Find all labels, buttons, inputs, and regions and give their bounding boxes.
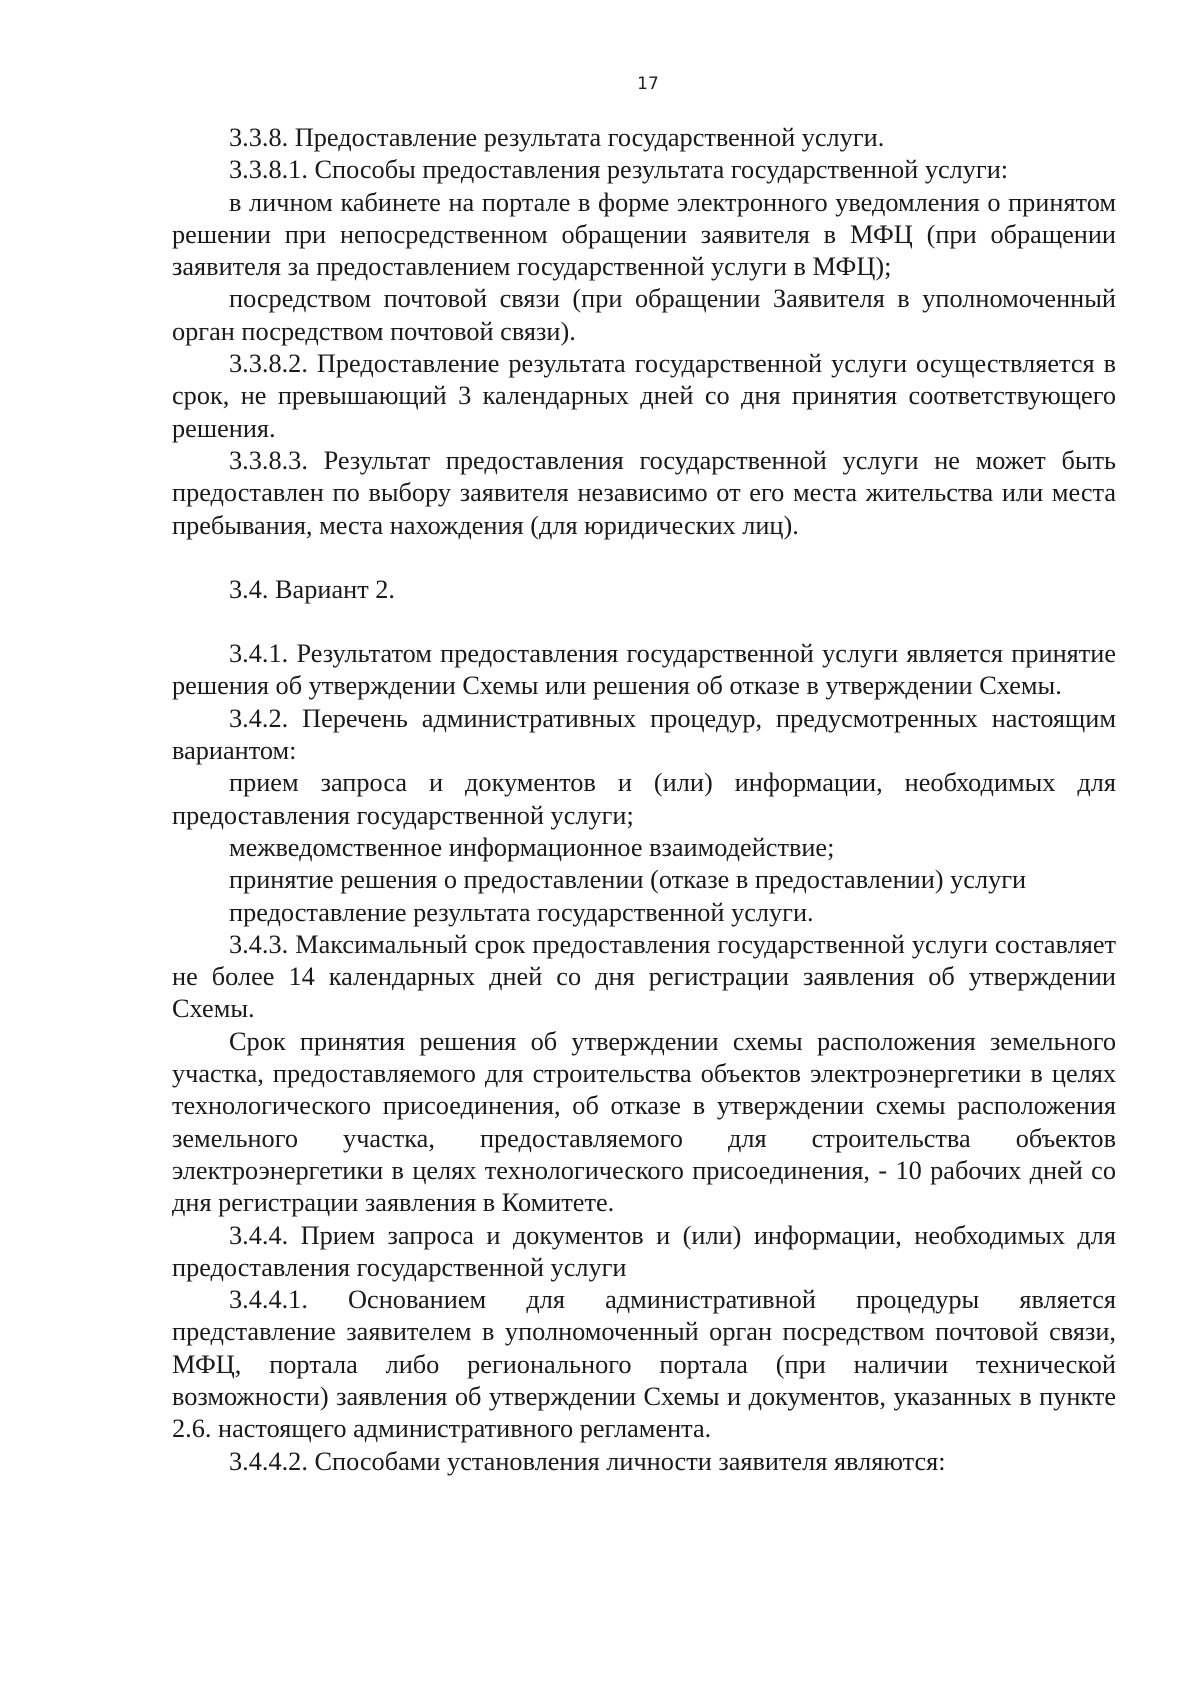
list-item-request-reception: прием запроса и документов и (или) информации, необходимых для предоставления государственной услуги;	[172, 768, 1116, 830]
paragraph-3-3-8: 3.3.8. Предоставление результата государственной услуги.	[229, 123, 885, 152]
paragraph-3-4-4-1: 3.4.4.1. Основанием для административной процедуры является представление заявителем в уполномоченный орган посредством почтовой связи, МФЦ, портала либо регионального портала (при наличии технической возможности) заявления об утверждении Схемы и документов, указанных в пункте 2.6. настоящего административного регламента.	[172, 1285, 1116, 1444]
paragraph-3-4-2: 3.4.2. Перечень административных процедур, предусмотренных настоящим вариантом:	[172, 703, 1116, 766]
spacer	[172, 542, 1116, 574]
paragraph-3-4-1: 3.4.1. Результатом предоставления государственной услуги является принятие решения об утверждении Схемы или решения об отказе в утверждении Схемы.	[172, 639, 1116, 701]
section-heading-3-4: 3.4. Вариант 2.	[229, 574, 395, 604]
document-body	[172, 122, 1116, 1478]
page-number: 17	[637, 74, 659, 94]
list-item-decision: принятие решения о предоставлении (отказе в предоставлении) услуги	[229, 865, 1027, 895]
paragraph-postal-delivery: посредством почтовой связи (при обращении Заявителя в уполномоченный орган посредством почтовой связи).	[172, 284, 1116, 346]
list-item-interagency-interaction: межведомственное информационное взаимодействие;	[229, 832, 835, 862]
paragraph-3-4-4: 3.4.4. Прием запроса и документов и (или) информации, необходимых для предоставления государственной услуги	[172, 1220, 1116, 1282]
paragraph-3-4-4-2: 3.4.4.2. Способами установления личности заявителя являются:	[229, 1446, 946, 1476]
paragraph-3-4-3: 3.4.3. Максимальный срок предоставления государственной услуги составляет не более 14 календарных дней со дня регистрации заявления об утверждении Схемы.	[172, 929, 1116, 1024]
spacer	[172, 606, 1116, 638]
paragraph-decision-term: Срок принятия решения об утверждении схемы расположения земельного участка, предоставляемого для строительства объектов электроэнергетики в целях технологического присоединения, об отказе в утверждении схемы расположения земельного участка, предоставляемого для строительства объектов электроэнергетики в целях технологического присоединения, - 10 рабочих дней со дня регистрации заявления в Комитете.	[172, 1026, 1116, 1218]
paragraph-personal-account: в личном кабинете на портале в форме электронного уведомления о принятом решении при непосредственном обращении заявителя в МФЦ (при обращении заявителя за предоставлением государственной услуги в МФЦ);	[172, 187, 1116, 282]
paragraph-3-3-8-2: 3.3.8.2. Предоставление результата государственной услуги осуществляется в срок, не превышающий 3 календарных дней со дня принятия соответствующего решения.	[172, 349, 1116, 443]
paragraph-3-3-8-1: 3.3.8.1. Способы предоставления результата государственной услуги:	[229, 155, 1009, 185]
paragraph-3-3-8-3: 3.3.8.3. Результат предоставления государственной услуги не может быть предоставлен по выбору заявителя независимо от его места жительства или места пребывания, места нахождения (для юридических лиц).	[172, 445, 1116, 540]
list-item-result-delivery: предоставление результата государственной услуги.	[229, 897, 814, 927]
